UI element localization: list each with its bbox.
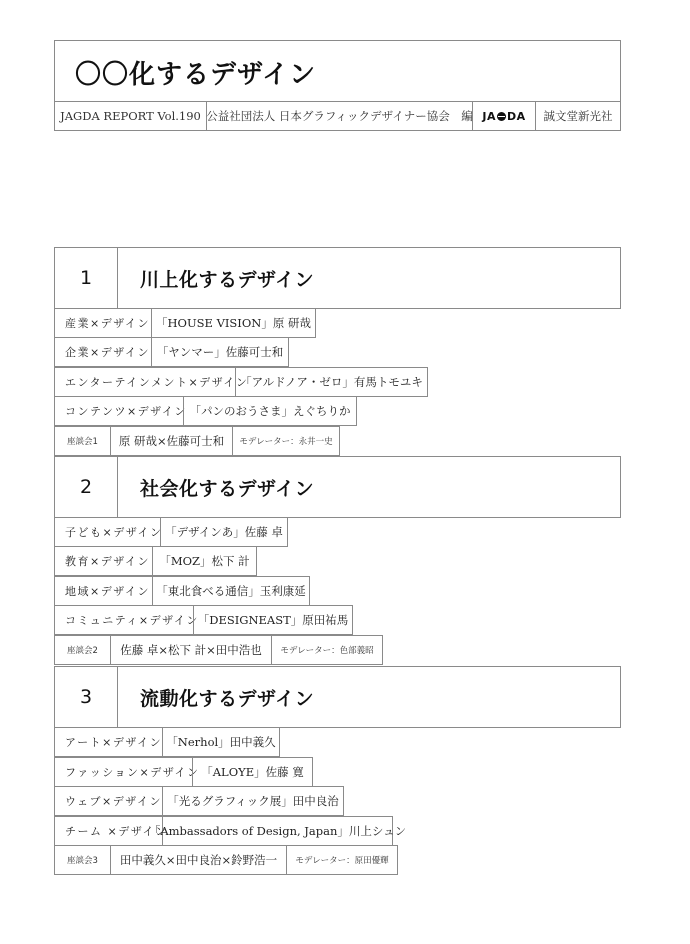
book-meta-row bbox=[54, 101, 621, 131]
row-work: 「光るグラフィック展」田中良治 bbox=[162, 786, 344, 816]
row-work: 「ヤンマー」佐藤可士和 bbox=[151, 337, 289, 367]
row-category: 教育×デザイン bbox=[54, 546, 152, 576]
book-title: 〇〇化するデザイン bbox=[75, 60, 317, 90]
talk-label: 座談会3 bbox=[54, 845, 110, 875]
publisher-label: 誠文堂新光社 bbox=[543, 109, 613, 123]
section-number: 2 bbox=[55, 457, 118, 517]
row-work: 「MOZ」松下 計 bbox=[152, 546, 257, 576]
table-row bbox=[54, 787, 344, 817]
section-title: 川上化するデザイン bbox=[140, 268, 315, 291]
table-row bbox=[54, 758, 313, 788]
talk-label: 座談会1 bbox=[54, 426, 110, 456]
row-category: ウェブ×デザイン bbox=[54, 786, 162, 816]
row-work: 「HOUSE VISION」原 研哉 bbox=[151, 308, 316, 338]
talk-participants: 佐藤 卓×松下 計×田中浩也 bbox=[110, 635, 271, 665]
row-category: エンターテインメント×デザイン bbox=[54, 367, 235, 397]
talk-row bbox=[54, 427, 340, 457]
section-number: 1 bbox=[55, 248, 118, 308]
talk-moderator: モデレーター：永井一史 bbox=[232, 426, 340, 456]
row-work: 「東北食べる通信」玉利康延 bbox=[152, 576, 310, 606]
section-1-header bbox=[54, 247, 621, 309]
jagda-logo bbox=[473, 102, 536, 130]
logo-right: DA bbox=[506, 109, 526, 123]
row-category: 企業×デザイン bbox=[54, 337, 151, 367]
talk-participants: 田中義久×田中良治×鈴野浩一 bbox=[110, 845, 286, 875]
table-row bbox=[54, 728, 280, 758]
talk-participants: 原 研哉×佐藤可士和 bbox=[110, 426, 232, 456]
talk-row bbox=[54, 846, 398, 876]
section-number: 3 bbox=[55, 667, 118, 727]
row-category: アート×デザイン bbox=[54, 727, 162, 757]
row-work: 「ALOYE」佐藤 寛 bbox=[192, 757, 313, 787]
section-3-header bbox=[54, 666, 621, 728]
table-row bbox=[54, 547, 257, 577]
row-work: 「パンのおうさま」えぐちりか bbox=[183, 396, 357, 426]
talk-label: 座談会2 bbox=[54, 635, 110, 665]
talk-moderator: モデレーター：色部義昭 bbox=[271, 635, 383, 665]
row-category: 産業×デザイン bbox=[54, 308, 151, 338]
row-work: 「Nerhol」田中義久 bbox=[162, 727, 280, 757]
row-category: チーム ×デザイン bbox=[54, 816, 162, 846]
row-category: 子ども×デザイン bbox=[54, 517, 160, 547]
row-category: ファッション×デザイン bbox=[54, 757, 192, 787]
row-category: 地域×デザイン bbox=[54, 576, 152, 606]
talk-moderator: モデレーター：原田優輝 bbox=[286, 845, 398, 875]
report-label: JAGDA REPORT Vol.190 bbox=[55, 102, 207, 130]
row-work: 「Ambassadors of Design, Japan」川上シュン bbox=[162, 816, 393, 846]
table-row bbox=[54, 577, 310, 607]
table-row bbox=[54, 309, 316, 339]
logo-left: JA bbox=[482, 109, 496, 123]
table-row bbox=[54, 606, 353, 636]
row-work: 「アルドノア・ゼロ」有馬トモユキ bbox=[235, 367, 428, 397]
row-work: 「デザインあ」佐藤 卓 bbox=[160, 517, 288, 547]
section-title: 社会化するデザイン bbox=[140, 477, 315, 500]
row-category: コミュニティ×デザイン bbox=[54, 605, 193, 635]
editor-label: 公益社団法人 日本グラフィックデザイナー協会 編 bbox=[207, 102, 473, 130]
table-row bbox=[54, 817, 407, 847]
row-category: コンテンツ×デザイン bbox=[54, 396, 183, 426]
section-title: 流動化するデザイン bbox=[140, 687, 315, 710]
table-row bbox=[54, 338, 289, 368]
logo-mark-icon bbox=[497, 112, 506, 121]
table-row bbox=[54, 397, 357, 427]
talk-row bbox=[54, 636, 383, 666]
table-row bbox=[54, 368, 428, 398]
section-2-header bbox=[54, 456, 621, 518]
book-title-box bbox=[54, 40, 621, 101]
row-work: 「DESIGNEAST」原田祐馬 bbox=[193, 605, 353, 635]
table-row bbox=[54, 518, 288, 548]
